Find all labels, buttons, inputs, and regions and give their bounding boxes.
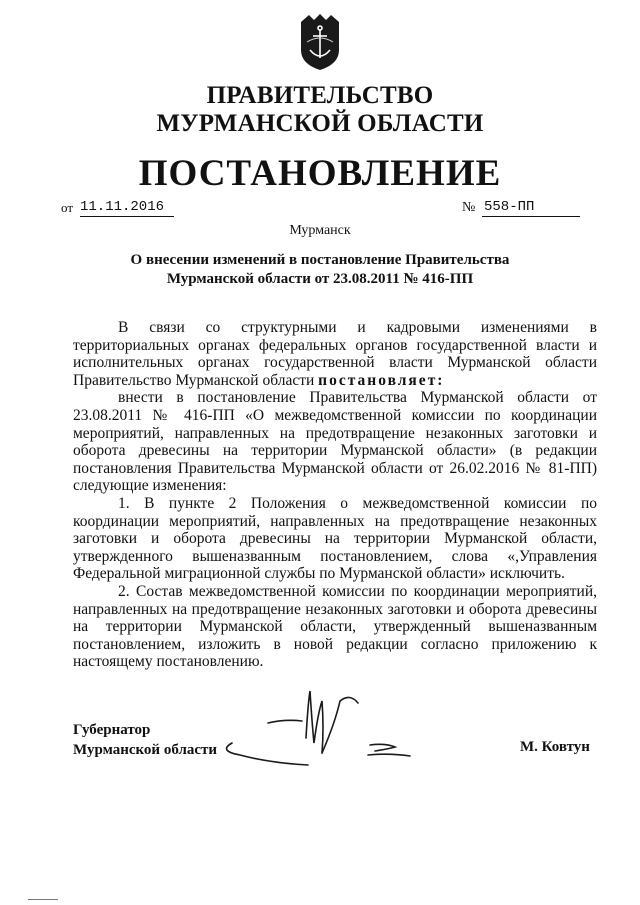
paragraph-item-1: 1. В пункте 2 Положения о межведомственной комиссии по координации мероприятий, направленных на предотвращение незаконных заготовки и оборота древесины на территории Мурманской области, утвержденного вышеназванным постановлением, слова «,Управления Федеральной миграционной службы по Мурманской области» исключить. [73,494,597,583]
paragraph-amend: внести в постановление Правительства Мурманской области от 23.08.2011 № 416-ПП «О межведомственной комиссии по координации мероприятий, направленных на предотвращение незаконных заготовки и оборота древесины на территории Мурманской области» (в редакции постановления Правительства Мурманской области от 26.02.2016 № 81-ПП) следующие изменения: [73,389,597,495]
signer-name: М. Ковтун [520,739,590,755]
paragraph-preamble [73,319,597,389]
signer-title-line2: Мурманской области [73,742,218,758]
preamble-text: В связи со структурными и кадровыми изменениями в территориальных органах федеральных органов государственной власти и исполнительных органах государственной власти Мурманской области Правительство Мурманской области [73,319,597,389]
murmansk-coat-of-arms-icon [297,12,343,72]
city-name: Мурманск [289,223,351,238]
document-date: 11.11.2016 [80,199,174,217]
document-body [73,319,597,671]
document-number: 558-ПП [482,199,580,217]
paragraph-item-2: 2. Состав межведомственной комиссии по координации мероприятий, направленных на предотвращение незаконных заготовки и оборота древесины на территории Мурманской области, утвержденный вышеназванным постановлением, изложить в новой редакции согласно приложению к настоящему постановлению. [73,582,597,671]
document-subject: О внесении изменений в постановление Правительства Мурманской области от 23.08.2011 № 416-ПП [130,252,510,287]
signer-title-line1: Губернатор [73,722,151,738]
organization-name-line2: МУРМАНСКОЙ ОБЛАСТИ [156,110,484,137]
organization-name-line1: ПРАВИТЕЛЬСТВО [206,82,434,109]
page-edge-mark [28,899,58,900]
number-prefix: № [462,200,476,215]
document-type-title: ПОСТАНОВЛЕНИЕ [138,153,502,194]
handwritten-signature [210,683,420,793]
signer-title [73,720,217,760]
date-prefix: от [61,200,74,215]
resolves-keyword: постановляет: [318,371,445,389]
